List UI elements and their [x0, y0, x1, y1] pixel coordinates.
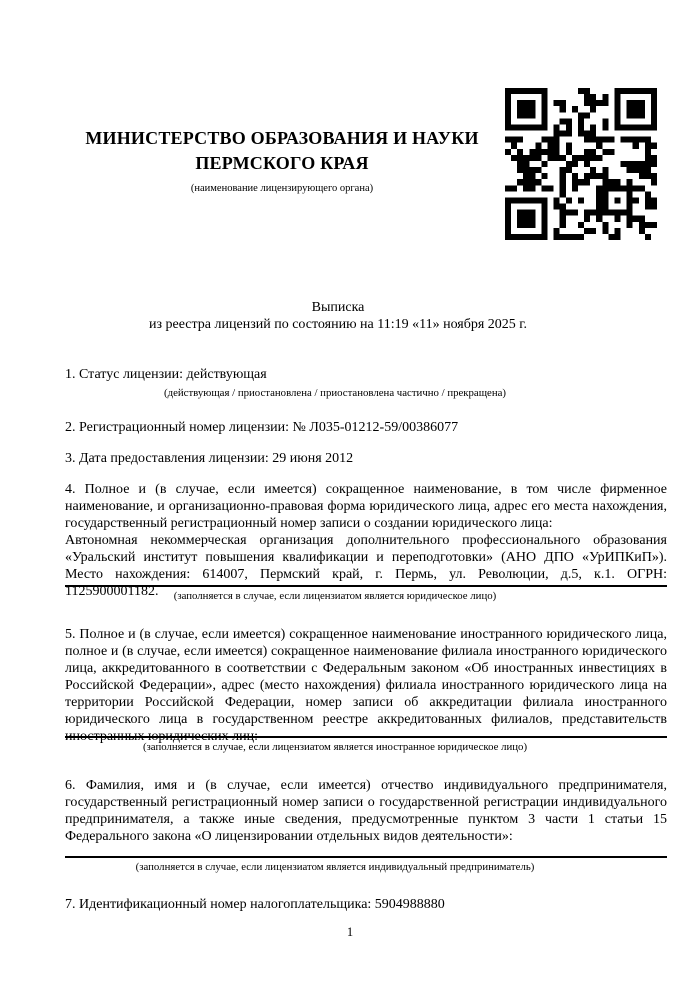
- field-license-status: 1. Статус лицензии: действующая: [65, 367, 267, 382]
- field-entrepreneur-caption: (заполняется в случае, если лицензиатом является индивидуальный предприниматель): [65, 856, 667, 874]
- qr-code: [505, 88, 657, 240]
- field-entrepreneur-label: 6. Фамилия, имя и (в случае, если имеется) отчество индивидуального предпринимателя, государственный регистрационный номер записи о государственной регистрации индивидуального предпринимателя, а также иные сведения, предусмотренные пунктом 3 части 1 статьи 15 Федерального закона «О лицензировании отдельных видов деятельности»:: [65, 778, 667, 844]
- field-license-status-caption: (действующая / приостановлена / приостановлена частично / прекращена): [164, 387, 506, 399]
- document-title: [65, 299, 667, 333]
- field-legal-entity-label: 4. Полное и (в случае, если имеется) сокращенное наименование, в том числе фирменное наименование, и организационно-правовая форма юридического лица, адрес его места нахождения, государственный регистрационный номер записи о создании юридического лица:: [65, 482, 667, 531]
- field-registration-number: 2. Регистрационный номер лицензии: № Л035-01212-59/00386077: [65, 420, 459, 435]
- ministry-header: [64, 126, 500, 195]
- page-number: 1: [346, 925, 354, 939]
- document-title-line1: Выписка: [311, 300, 365, 315]
- ministry-name-line1: МИНИСТЕРСТВО ОБРАЗОВАНИЯ И НАУКИ: [85, 128, 479, 148]
- field-taxpayer-number: 7. Идентификационный номер налогоплательщика: 5904988880: [65, 897, 445, 912]
- licensing-authority-caption: (наименование лицензирующего органа): [190, 183, 374, 194]
- document-title-line2: из реестра лицензий по состоянию на 11:19 «11» ноября 2025 г.: [149, 317, 527, 332]
- ministry-name-line2: ПЕРМСКОГО КРАЯ: [195, 153, 369, 173]
- field-legal-entity: [65, 481, 667, 600]
- field-legal-entity-caption: (заполняется в случае, если лицензиатом является юридическое лицо): [65, 585, 667, 603]
- field-legal-entity-value: Автономная некоммерческая организация дополнительного профессионального образования «Уральский институт повышения квалификации и переподготовки» (АНО ДПО «УрИПКиП»). Место нахождения: 614007, Пермский край, г. Пермь, ул. Революции, д.5, к.1. ОГРН: 1125900001182.: [65, 533, 667, 599]
- qr-code-icon: [505, 88, 657, 240]
- field-foreign-entity-label: 5. Полное и (в случае, если имеется) сокращенное наименование иностранного юридического лица, полное и (в случае, если имеется) сокращенное наименование филиала иностранного юридического лица, аккредитованного в соответствии с Федеральным законом «Об иностранных инвестициях в Российской Федерации», адрес (место нахождения) филиала иностранного юридического лица на территории Российской Федерации, номер записи об аккредитации филиала иностранного юридического лица в государственном реестре аккредитованных филиалов, представительств иностранных юридических лиц:: [65, 627, 667, 744]
- field-foreign-entity-caption: (заполняется в случае, если лицензиатом является иностранное юридическое лицо): [65, 736, 667, 754]
- field-grant-date: 3. Дата предоставления лицензии: 29 июня 2012: [65, 451, 354, 466]
